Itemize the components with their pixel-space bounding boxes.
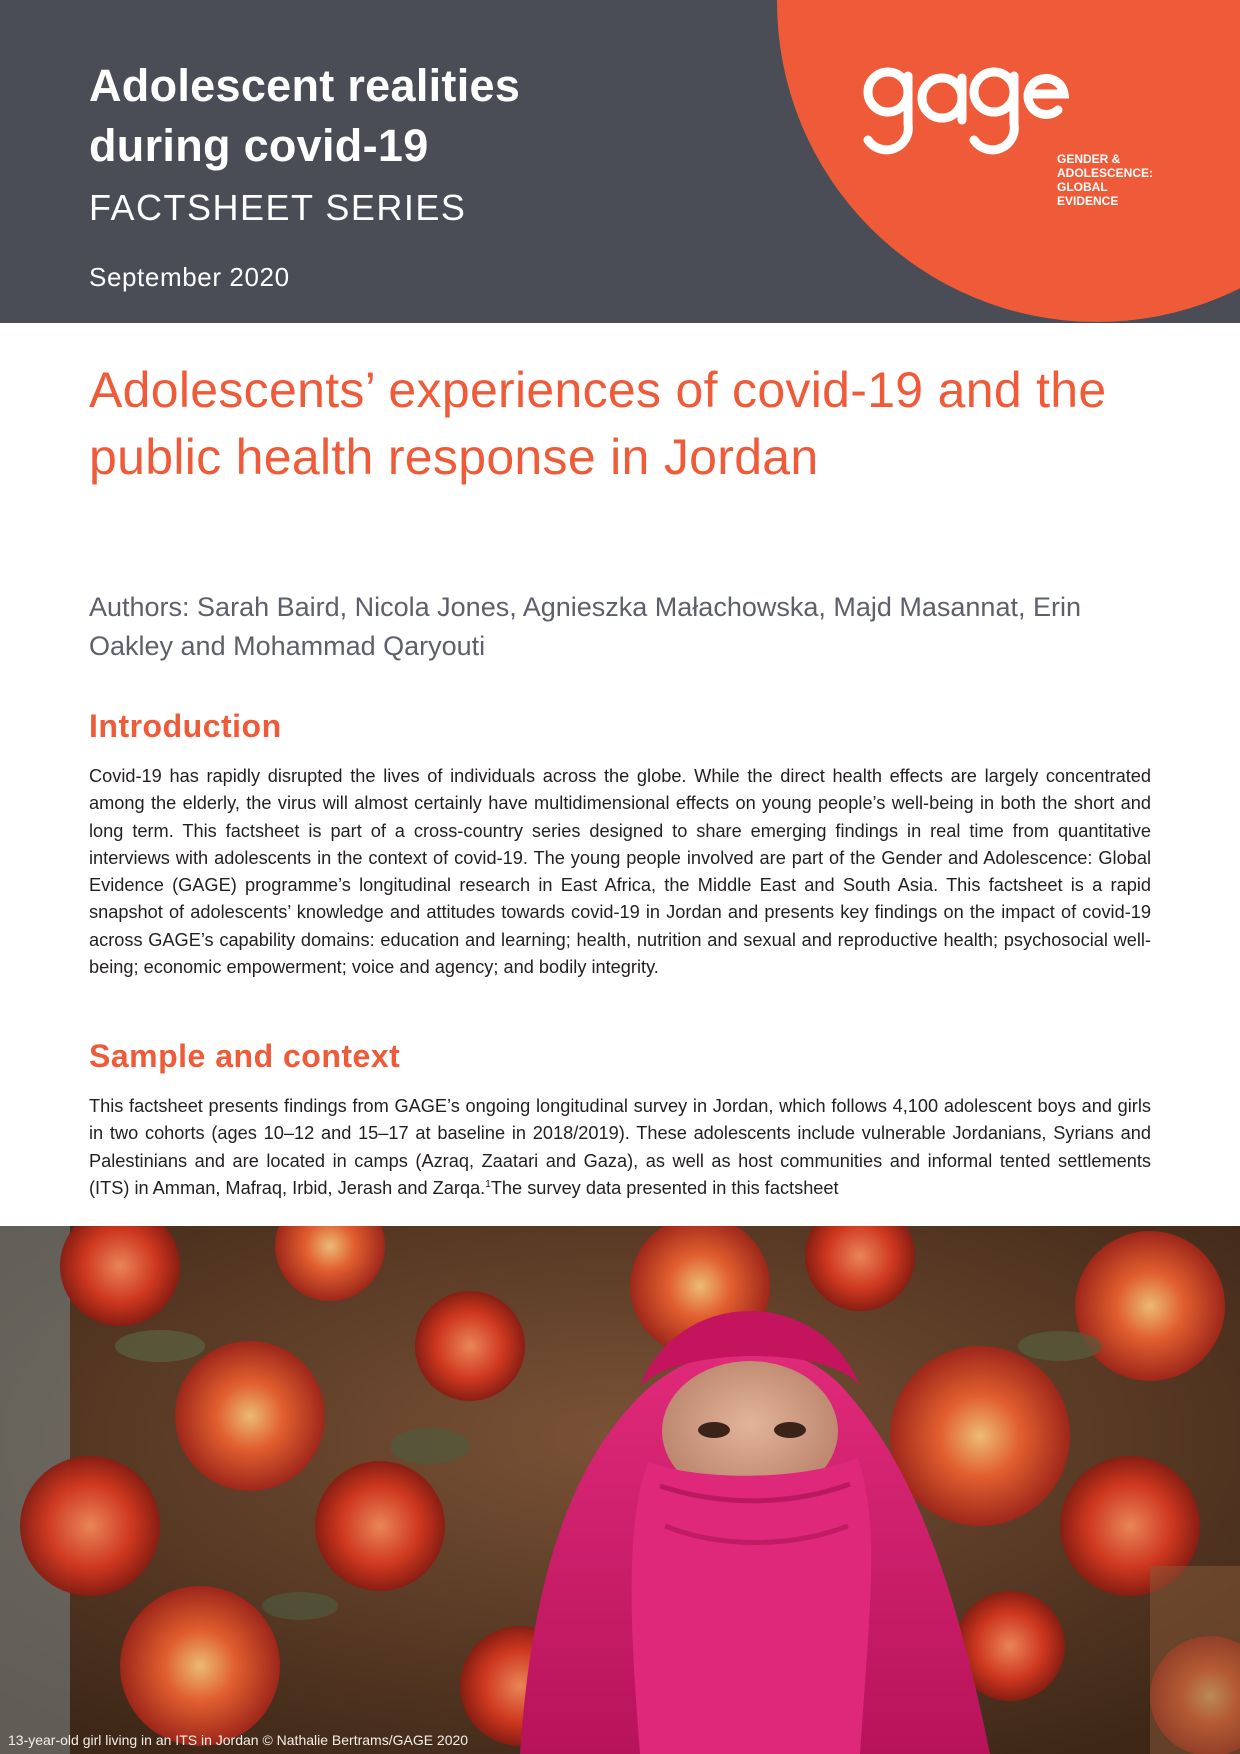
- factsheet-title: Adolescents’ experiences of covid-19 and the public health response in Jordan: [89, 362, 1107, 485]
- logo-tagline-line: EVIDENCE: [1057, 194, 1119, 208]
- publication-date: September 2020: [89, 262, 290, 292]
- photo-caption: 13-year-old girl living in an ITS in Jordan © Nathalie Bertrams/GAGE 2020: [8, 1732, 469, 1748]
- footnote-marker[interactable]: 1: [485, 1178, 491, 1190]
- logo-tagline: [1057, 152, 1153, 208]
- gage-logo: [860, 64, 1154, 214]
- author-list: Authors: Sarah Baird, Nicola Jones, Agnieszka Małachowska, Majd Masannat, Erin Oakley and Mohammad Qaryouti: [89, 592, 1081, 661]
- sample-text-part-1: This factsheet presents findings from GAGE’s ongoing longitudinal survey in Jordan, which follows 4,100 adolescent boys and girls in two cohorts (ages 10–12 and 15–17 at baseline in 2018/2019). These adolescents include vulnerable Jordanians, Syrians and Palestinians and are located in camps (Azraq, Zaatari and Gaza), as well as host communities and informal tented settlements (ITS) in Amman, Mafraq, Irbid, Jerash and Zarqa.: [89, 1096, 1151, 1198]
- factsheet-header: [0, 0, 1240, 323]
- series-title: [89, 56, 520, 176]
- series-title-line-1: Adolescent realities: [89, 60, 521, 111]
- series-title-line-2: during covid-19: [89, 120, 429, 171]
- cover-photo: [0, 1226, 1240, 1754]
- sample-context-paragraph: [89, 1093, 1151, 1202]
- logo-tagline-line: ADOLESCENCE:: [1057, 166, 1154, 180]
- gage-wordmark-icon: [860, 64, 1070, 164]
- introduction-heading: Introduction: [89, 708, 282, 744]
- logo-tagline-line: GLOBAL: [1057, 180, 1108, 194]
- sample-context-heading: Sample and context: [89, 1038, 401, 1074]
- series-subtitle: FACTSHEET SERIES: [89, 187, 467, 228]
- sample-text-part-2: The survey data presented in this factsheet: [490, 1177, 839, 1198]
- introduction-paragraph: Covid-19 has rapidly disrupted the lives of individuals across the globe. While the direct health effects are largely concentrated among the elderly, the virus will almost certainly have multidimensional effects on young people’s well-being in both the short and long term. This factsheet is part of a cross-country series designed to share emerging findings in real time from quantitative interviews with adolescents in the context of covid-19. The young people involved are part of the Gender and Adolescence: Global Evidence (GAGE) programme’s longitudinal research in East Africa, the Middle East and South Asia. This factsheet is a rapid snapshot of adolescents’ knowledge and attitudes towards covid-19 in Jordan and presents key findings on the impact of covid-19 across GAGE’s capability domains: education and learning; health, nutrition and sexual and reproductive health; psychosocial well-being; economic empowerment; voice and agency; and bodily integrity.: [89, 766, 1151, 978]
- logo-tagline-line: GENDER &: [1057, 152, 1121, 166]
- photo-illustration: [0, 1226, 1240, 1754]
